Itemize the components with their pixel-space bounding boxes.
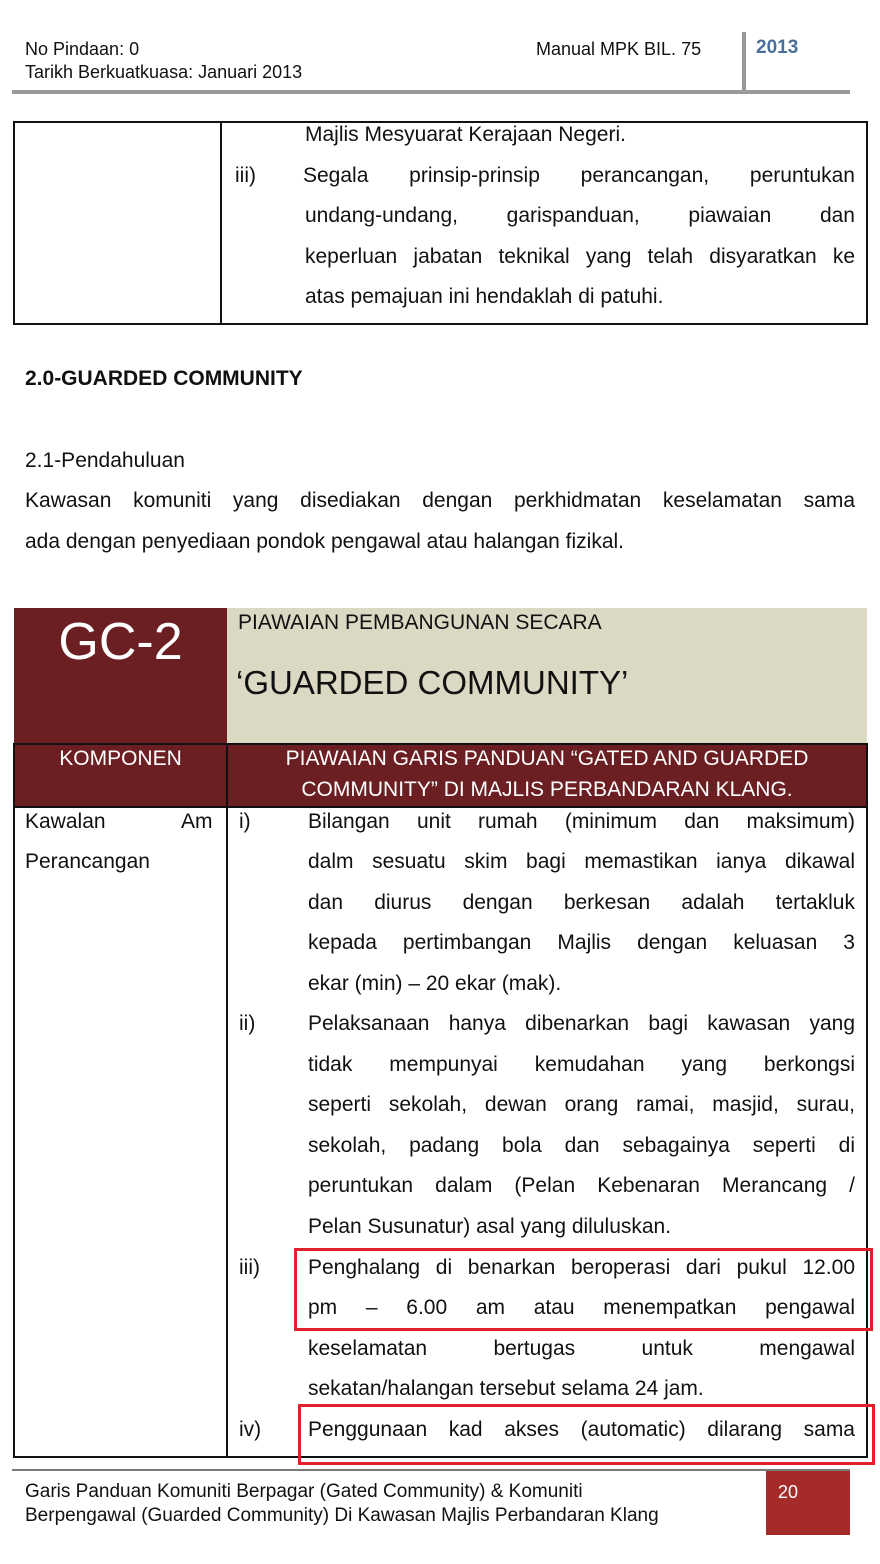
column-header-standard: PIAWAIAN GARIS PANDUAN “GATED AND GUARDED bbox=[285, 747, 809, 770]
effective-date: Tarikh Berkuatkuasa: Januari 2013 bbox=[25, 62, 303, 82]
table-border bbox=[13, 743, 868, 745]
component-label: Am bbox=[181, 810, 213, 833]
header-divider-vertical bbox=[742, 32, 746, 92]
item-line: kepada pertimbangan Majlis dengan keluasan 3 bbox=[308, 931, 855, 954]
item-line: dan diurus dengan berkesan adalah tertakluk bbox=[308, 891, 855, 914]
table-border bbox=[13, 743, 15, 1458]
highlight-box bbox=[298, 1404, 875, 1465]
page-number: 20 bbox=[778, 1482, 799, 1502]
top-table-divider bbox=[220, 121, 222, 325]
item-line: sekatan/halangan tersebut selama 24 jam. bbox=[308, 1377, 704, 1400]
item-line: seperti sekolah, dewan orang ramai, masjid, surau, bbox=[308, 1093, 855, 1116]
footer-title: Berpengawal (Guarded Community) Di Kawasan Majlis Perbandaran Klang bbox=[25, 1505, 659, 1526]
subsection-heading: 2.1-Pendahuluan bbox=[25, 449, 185, 472]
item-line: sekolah, padang bola dan sebagainya seperti di bbox=[308, 1134, 855, 1157]
top-table-line: Segala prinsip-prinsip perancangan, peruntukan bbox=[303, 164, 855, 187]
item-number: iv) bbox=[239, 1418, 262, 1441]
item-line: tidak mempunyai kemudahan yang berkongsi bbox=[308, 1053, 855, 1076]
gc-title-small: PIAWAIAN PEMBANGUNAN SECARA bbox=[238, 611, 602, 634]
column-header-standard: COMMUNITY” DI MAJLIS PERBANDARAN KLANG. bbox=[301, 778, 793, 801]
item-line: Penggunaan kad akses (automatic) dilarang sama bbox=[308, 1418, 855, 1441]
table-divider bbox=[226, 743, 228, 1458]
item-line: dalm sesuatu skim bagi memastikan ianya dikawal bbox=[308, 850, 855, 873]
item-line: Pelaksanaan hanya dibenarkan bagi kawasan yang bbox=[308, 1012, 855, 1035]
item-line: peruntukan dalam (Pelan Kebenaran Merancang / bbox=[308, 1174, 855, 1197]
column-header-component: KOMPONEN bbox=[59, 747, 182, 770]
page-number-box bbox=[766, 1471, 850, 1535]
top-table-line: atas pemajuan ini hendaklah di patuhi. bbox=[305, 285, 664, 308]
item-line: ekar (min) – 20 ekar (mak). bbox=[308, 972, 562, 995]
item-line: Bilangan unit rumah (minimum dan maksimum) bbox=[308, 810, 855, 833]
footer-title: Garis Panduan Komuniti Berpagar (Gated Community) & Komuniti bbox=[25, 1481, 583, 1502]
footer-rule bbox=[12, 1469, 850, 1471]
table-border bbox=[866, 743, 868, 1458]
gc-title-big: ‘GUARDED COMMUNITY’ bbox=[236, 664, 629, 701]
item-number: ii) bbox=[239, 1012, 256, 1035]
top-table-line: keperluan jabatan teknikal yang telah disyaratkan ke bbox=[305, 245, 855, 268]
amendment-number: No Pindaan: 0 bbox=[25, 39, 140, 59]
item-number: iii) bbox=[239, 1256, 260, 1279]
item-line: pm – 6.00 am atau menempatkan pengawal bbox=[308, 1296, 855, 1319]
top-table-line: undang-undang, garispanduan, piawaian dan bbox=[305, 204, 855, 227]
gc-code: GC-2 bbox=[58, 613, 183, 671]
item-number: i) bbox=[239, 810, 251, 833]
highlight-box bbox=[294, 1248, 873, 1331]
top-table-continuation: Majlis Mesyuarat Kerajaan Negeri. bbox=[305, 123, 626, 146]
section-heading: 2.0-GUARDED COMMUNITY bbox=[25, 367, 303, 390]
item-line: keselamatan bertugas untuk mengawal bbox=[308, 1337, 855, 1360]
intro-paragraph-line: Kawasan komuniti yang disediakan dengan perkhidmatan keselamatan sama bbox=[25, 489, 855, 512]
component-label: Perancangan bbox=[25, 850, 150, 873]
item-line: Penghalang di benarkan beroperasi dari pukul 12.00 bbox=[308, 1256, 855, 1279]
header-rule bbox=[12, 90, 850, 94]
component-label: Kawalan bbox=[25, 810, 106, 833]
intro-paragraph-line: ada dengan penyediaan pondok pengawal atau halangan fizikal. bbox=[25, 530, 624, 553]
top-table-item-number: iii) bbox=[235, 164, 256, 187]
manual-number: Manual MPK BIL. 75 bbox=[536, 39, 702, 59]
item-line: Pelan Susunatur) asal yang diluluskan. bbox=[308, 1215, 672, 1238]
header-year: 2013 bbox=[756, 37, 799, 58]
